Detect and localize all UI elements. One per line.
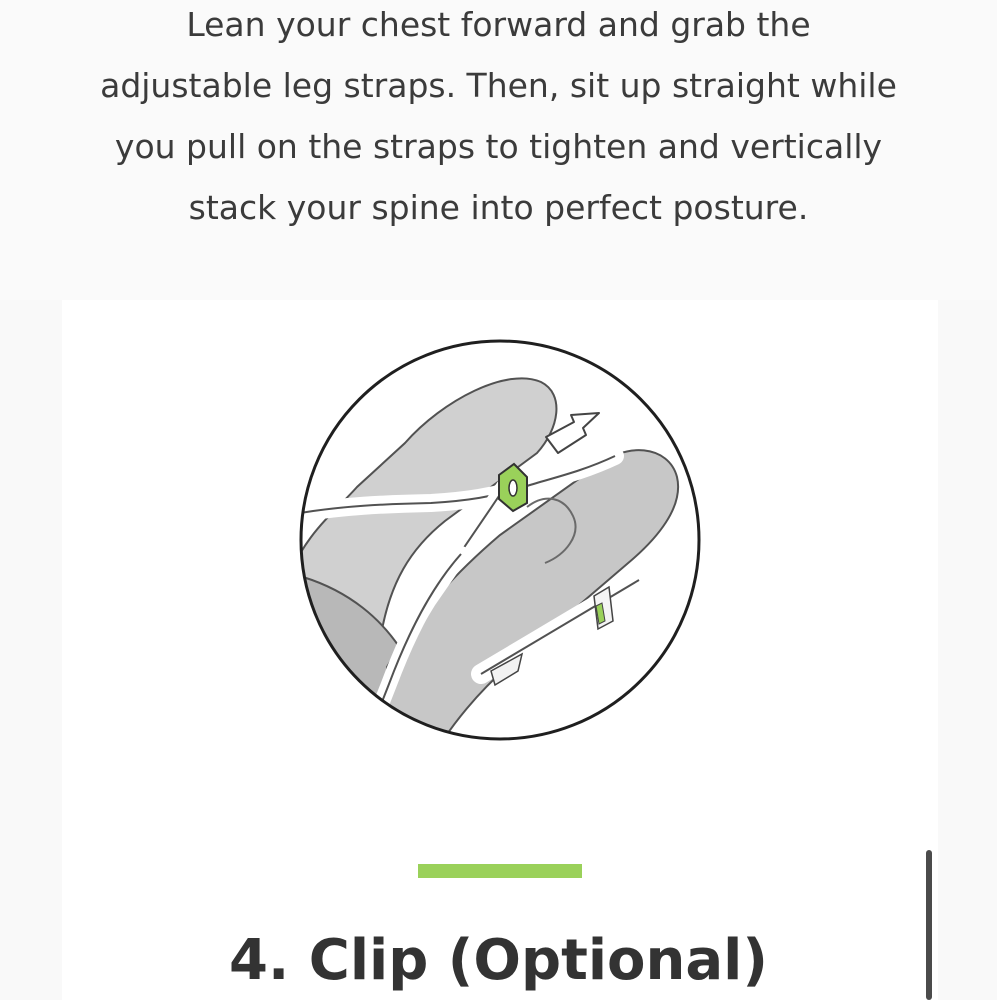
section-heading: 4. Clip (Optional) xyxy=(229,928,768,993)
instruction-section xyxy=(0,0,997,300)
section-accent-bar xyxy=(418,864,582,878)
vertical-scrollbar[interactable] xyxy=(926,850,932,1000)
strap-illustration xyxy=(295,335,705,745)
instruction-text: Lean your chest forward and grab the adjustable leg straps. Then, sit up straight while you pull on the straps to tighten and vertically stack your spine into perfect posture. xyxy=(100,5,897,227)
